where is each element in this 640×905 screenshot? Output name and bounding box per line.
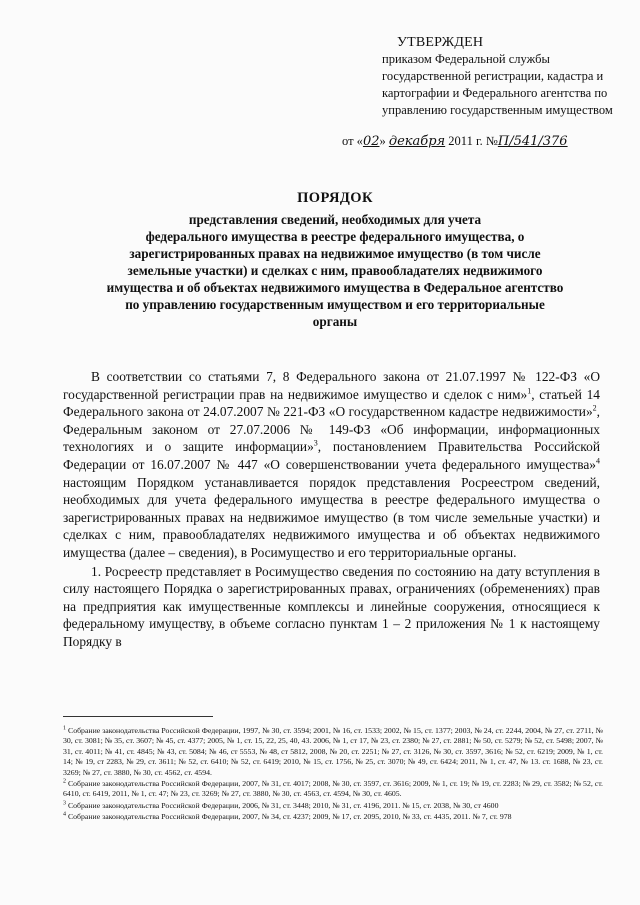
handwritten-month: декабря [388, 134, 446, 149]
approval-line: приказом Федеральной службы [382, 52, 550, 66]
footnote-ref-1[interactable]: 1 [527, 386, 532, 396]
subtitle-line: имущества и об объектах недвижимого имущества в Федеральное агентство [106, 280, 564, 295]
approved-heading: УТВЕРЖДЕН [397, 35, 484, 50]
subtitle-line: зарегистрированных правах на недвижимое имущество (в том числе [129, 246, 541, 261]
approval-line: государственной регистрации, кадастра и [382, 69, 604, 83]
footnote-text: Собрание законодательства Российской Федерации, 2006, № 31, ст. 3448; 2010, № 31, ст. 4196, 2011. № 15, ст. 2038, № 30, ст 4600 [66, 800, 499, 810]
footnote-1 [63, 726, 603, 778]
footnote-2 [63, 779, 603, 800]
footnote-number: 1 [63, 725, 66, 732]
title-subtitle [60, 211, 610, 330]
footnote-text: Собрание законодательства Российской Федерации, 1997, № 30, ст. 3594; 2001, № 16, ст. 1533; 2002, № 15, ст. 1377; 2003, № 24, ст. 2244, 2004, № 27, ст. 2711, № 30, ст. 3081; № 35, ст. 3607; № 45, ст. 4377; 2005, № 1, ст. 15, 22, 25, 40, 43. 2006, № 1, ст 17, № 23, ст. 2380; № 27, ст. 2881; № 50, ст. 5279; № 52, ст. 5498; 2007, № 31, ст. 4011; № 41, ст. 4845; № 43, ст. 5084; № 46, ст 5553, № 48, ст 5812, 2008, № 20, ст. 2251; № 27, ст. 3126, № 30, ст. 3597, 3616; № 52, ст. 6219; 2009, № 1, ст. 14; № 19, ст 2283, № 29, ст. 3611; № 52, ст. 6410; № 52, ст. 6419; 2010, № 15, ст. 1756, № 25, ст. 3070; № 49, ст. 6424; 2011, № 1, ст. 47, № 13. ст. 1688, № 23, ст. 3269; № 27, ст. 3880, № 30, ст. 4562, ст. 4594. [63, 726, 603, 777]
intro-part-a: В соответствии со статьями 7, 8 Федерального закона от 21.07.1997 № 122-ФЗ «О государственной регистрации прав на недвижимое имущество и сделок с ним» [63, 369, 600, 402]
document-title [60, 190, 610, 330]
intro-part-d: , постановлением Правительства Российской Федерации от 16.07.2007 № 447 «О совершенствовании учета федерального имущества» [63, 439, 600, 472]
footnote-ref-3[interactable]: 3 [313, 438, 318, 448]
date-year: 2011 г. № [448, 134, 498, 148]
approval-order-text [382, 51, 612, 119]
subtitle-line: федерального имущества в реестре федерального имущества, о [145, 229, 525, 244]
footnote-text: Собрание законодательства Российской Федерации, 2007, № 31, ст. 4017; 2008, № 30, ст. 3597, ст. 3616; 2009, № 1, ст. 19; № 19, ст. 2283; № 29, ст. 3582; № 52, ст. 6410, ст. 6419, 2011, № 1, ст. 47; № 23, ст. 3269; № 27, ст. 3880, № 30, ст. 4563, ст. 4594, № 30, ст. 4605. [63, 779, 603, 799]
title-main: ПОРЯДОК [297, 190, 373, 206]
handwritten-number: П/541/376 [497, 134, 568, 149]
intro-part-e: настоящим Порядком устанавливается порядок представления Росреестром сведений, необходимых для учета федерального имущества в реестре федерального имущества о зарегистрированных правах на недвижимое имущество (в том числе земельные участки) и сделках с ним, правообладателях недвижимого имущества и об объектах недвижимого имущества (далее – сведения), в Росимущество и его территориальные органы. [63, 474, 600, 560]
paragraph-item-1: 1. Росреестр представляет в Росимущество сведения по состоянию на дату вступления в силу настоящего Порядка о зарегистрированных правах, ограничениях (обременениях) прав на предприятия как имущественные комплексы и линейные сооружения, относящиеся к федеральному имуществу, в объеме согласно пунктам 1 – 2 приложения № 1 к настоящему Порядку в [63, 563, 600, 649]
footnotes [63, 726, 603, 824]
approval-date-line [342, 133, 612, 150]
footnote-ref-4[interactable]: 4 [596, 456, 600, 466]
approval-block [342, 34, 612, 150]
footnote-text: Собрание законодательства Российской Федерации, 2007, № 34, ст. 4237; 2009, № 17, ст. 2095, 2010, № 33, ст. 4435, 2011. № 7, ст. 978 [66, 812, 512, 822]
handwritten-day: 02 [362, 134, 380, 149]
paragraph-intro [63, 368, 600, 562]
intro-part-c: , Федеральным законом от 27.07.2006 № 149-ФЗ «Об информации, информационных технологиях и о защите информации» [63, 404, 600, 455]
subtitle-line: представления сведений, необходимых для учета [188, 212, 482, 227]
footnote-3 [63, 801, 603, 811]
footnote-number: 3 [63, 800, 66, 807]
approval-line: управлению государственным имуществом [382, 103, 613, 117]
date-mid: » [379, 134, 386, 148]
subtitle-line: органы [312, 314, 358, 329]
approval-line: картографии и Федерального агентства по [382, 86, 608, 100]
subtitle-line: по управлению государственным имуществом и его территориальные [125, 297, 545, 312]
intro-part-b: , статьей 14 Федерального закона от 24.07.2007 № 221-ФЗ «О государственном кадастре недвижимости» [63, 386, 600, 420]
document-body [63, 368, 600, 651]
footnote-number: 2 [63, 778, 66, 785]
subtitle-line: земельные участки) и сделках с ним, правообладателях недвижимого [127, 263, 543, 278]
footnote-ref-2[interactable]: 2 [592, 403, 597, 413]
date-prefix: от « [342, 134, 363, 148]
footnote-number: 4 [63, 811, 66, 818]
footnote-4 [63, 812, 603, 822]
footnote-divider [63, 716, 213, 717]
